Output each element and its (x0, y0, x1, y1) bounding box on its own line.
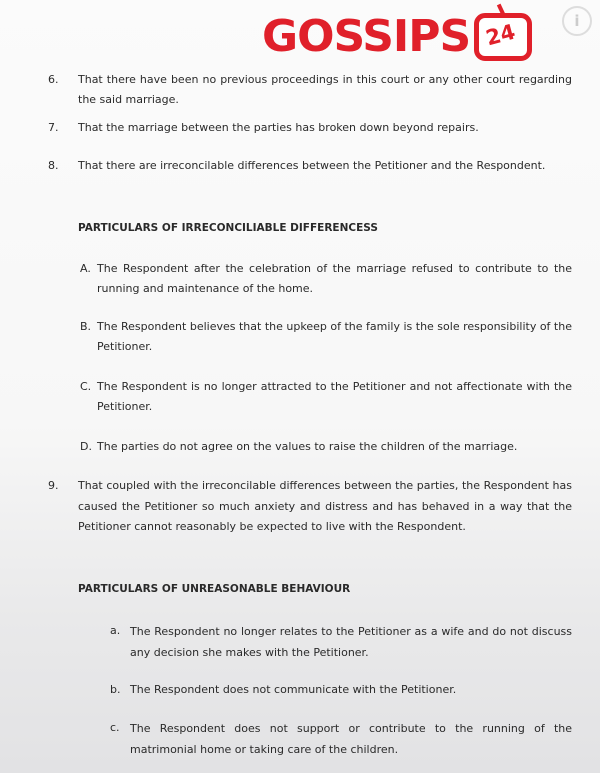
item-number: 9. (48, 479, 59, 492)
section-heading: PARTICULARS OF UNREASONABLE BEHAVIOUR (78, 583, 351, 595)
particular-label: a. (110, 624, 121, 637)
particular-label: D. (80, 440, 92, 453)
particular-text: The Respondent no longer relates to the Petitioner as a wife and do not discuss any decision she makes with the Petitioner. (130, 625, 572, 659)
particular-label: b. (110, 683, 121, 696)
particular-text: The Respondent does not communicate with the Petitioner. (130, 683, 457, 696)
gossips24-logo (262, 10, 532, 64)
info-icon[interactable]: i (562, 6, 592, 36)
tv-icon (474, 13, 532, 61)
item-text: That there are irreconcilable differences between the Petitioner and the Respondent. (78, 159, 546, 172)
particular-label: c. (110, 721, 120, 734)
item-text: That coupled with the irreconcilable differences between the parties, the Respondent has caused the Petitioner so much anxiety and distress and has behaved in a way that the Petitioner cannot reasonably be expected to live with the Respondent. (78, 479, 572, 533)
particular-text: The Respondent after the celebration of the marriage refused to contribute to the running and maintenance of the home. (97, 262, 572, 295)
particular-label: C. (80, 380, 92, 393)
particular-text: The Respondent is no longer attracted to the Petitioner and not affectionate with the Petitioner. (97, 380, 572, 413)
logo-text: GOSSIPS (262, 11, 471, 62)
logo-badge: 24 (483, 19, 519, 51)
particular-text: The Respondent does not support or contribute to the running of the matrimonial home or taking care of the children. (130, 722, 572, 756)
item-number: 6. (48, 73, 59, 86)
item-number: 8. (48, 159, 59, 172)
particular-text: The parties do not agree on the values to raise the children of the marriage. (97, 440, 518, 453)
particular-label: B. (80, 320, 92, 333)
particular-text: The Respondent believes that the upkeep of the family is the sole responsibility of the Petitioner. (97, 320, 572, 353)
particular-label: A. (80, 262, 91, 275)
section-heading: PARTICULARS OF IRRECONCILIABLE DIFFERENCESS (78, 222, 378, 234)
item-text: That the marriage between the parties has broken down beyond repairs. (78, 121, 479, 134)
item-number: 7. (48, 121, 59, 134)
item-text: That there have been no previous proceedings in this court or any other court regarding the said marriage. (78, 73, 572, 106)
